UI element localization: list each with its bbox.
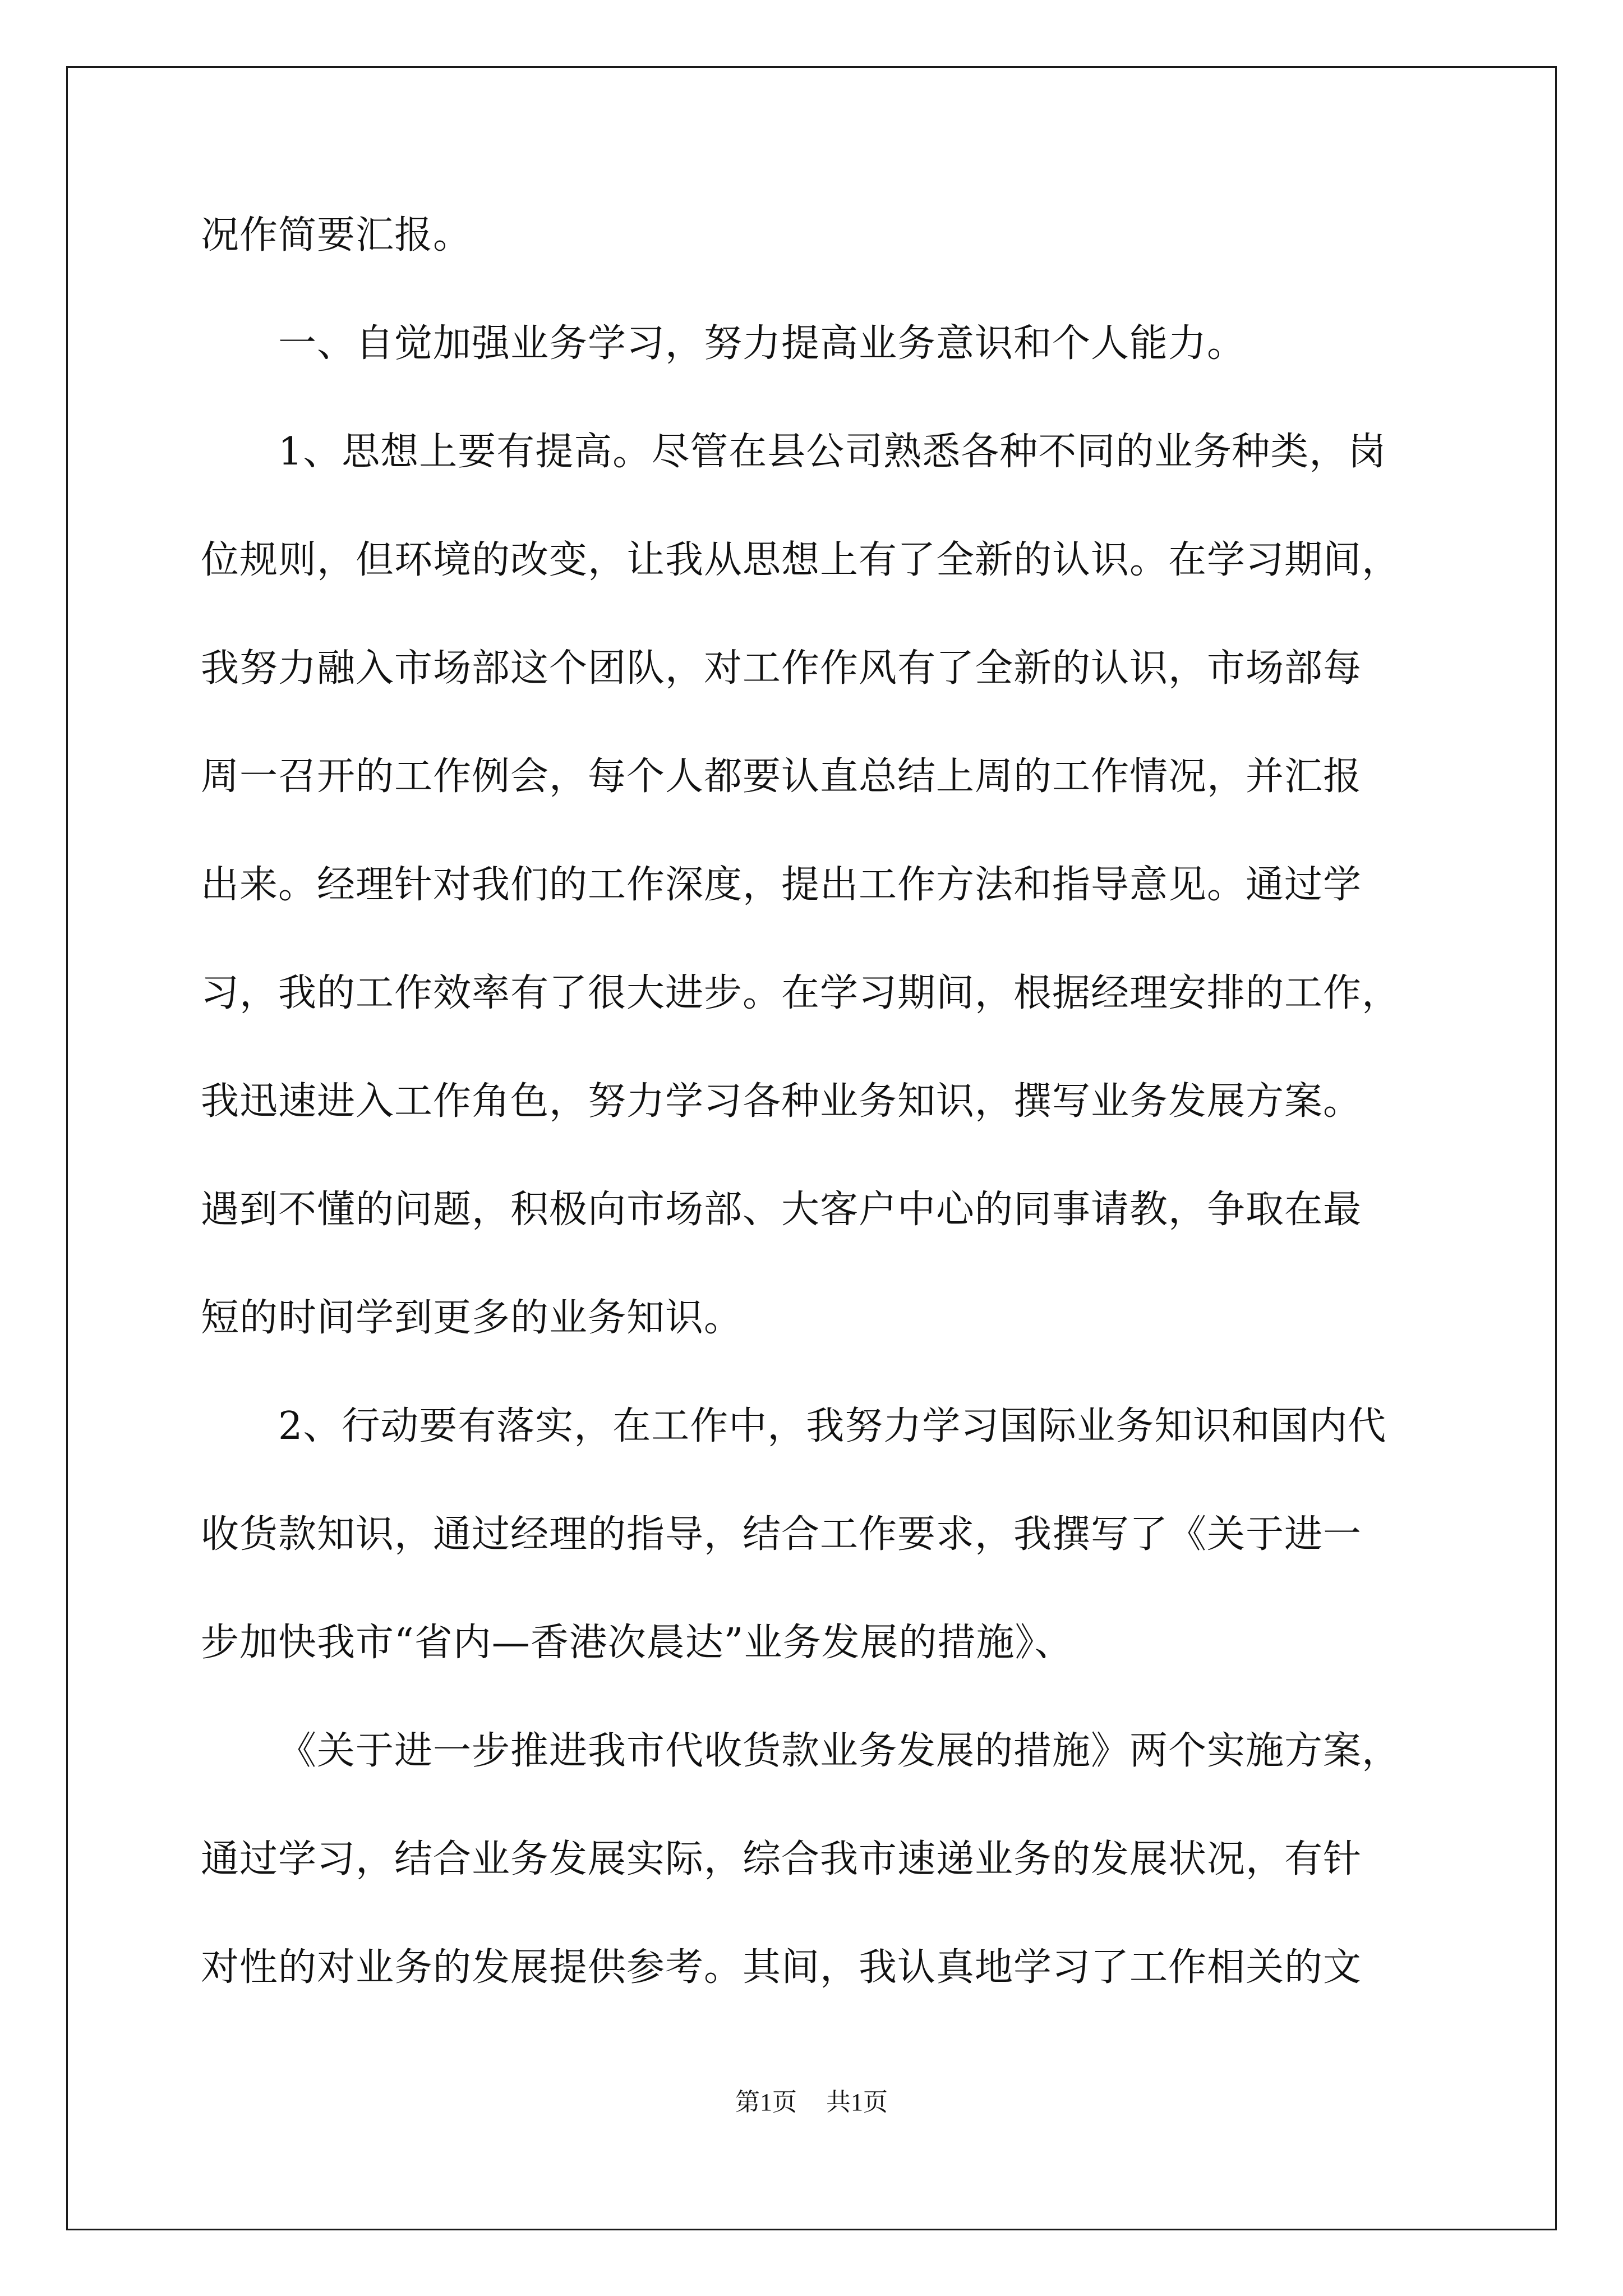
document-body (201, 203, 1426, 2044)
text-line: 周一召开的工作例会，每个人都要认直总结上周的工作情况，并汇报 (201, 754, 1362, 799)
text-line: 遇到不懂的问题，积极向市场部、大客户中心的同事请教，争取在最 (201, 1188, 1362, 1232)
text-line: 对性的对业务的发展提供参考。其间，我认真地学习了工作相关的文 (201, 1945, 1362, 1990)
text-line: 《关于进一步推进我市代收货款业务发展的措施》两个实施方案， (278, 1729, 1401, 1773)
text-line: 步加快我市“省内—香港次晨达”业务发展的措施》、 (201, 1621, 1073, 1665)
text-line: 通过学习，结合业务发展实际，综合我市速递业务的发展状况，有针 (201, 1837, 1362, 1881)
text-line: 习，我的工作效率有了很大进步。在学习期间，根据经理安排的工作， (201, 971, 1401, 1015)
page-footer (0, 2086, 1623, 2119)
page-number: 第1页 (735, 2088, 797, 2116)
text-line: 我迅速进入工作角色，努力学习各种业务知识，撰写业务发展方案。 (201, 1079, 1362, 1124)
text-line: 我努力融入市场部这个团队，对工作作风有了全新的认识，市场部每 (201, 646, 1362, 691)
text-line: 况作简要汇报。 (201, 213, 472, 257)
text-line: 短的时间学到更多的业务知识。 (201, 1296, 743, 1340)
text-line: 一、自觉加强业务学习，努力提高业务意识和个人能力。 (278, 321, 1246, 366)
text-line: 出来。经理针对我们的工作深度，提出工作方法和指导意见。通过学 (201, 863, 1362, 907)
text-line: 2、行动要有落实，在工作中，我努力学习国际业务知识和国内代 (278, 1404, 1387, 1448)
page-total: 共1页 (826, 2088, 888, 2116)
text-line: 收货款知识，通过经理的指导，结合工作要求，我撰写了《关于进一 (201, 1512, 1362, 1557)
text-line: 1、思想上要有提高。尽管在县公司熟悉各种不同的业务种类，岗 (278, 430, 1387, 474)
text-line: 位规则，但环境的改变，让我从思想上有了全新的认识。在学习期间， (201, 538, 1401, 582)
